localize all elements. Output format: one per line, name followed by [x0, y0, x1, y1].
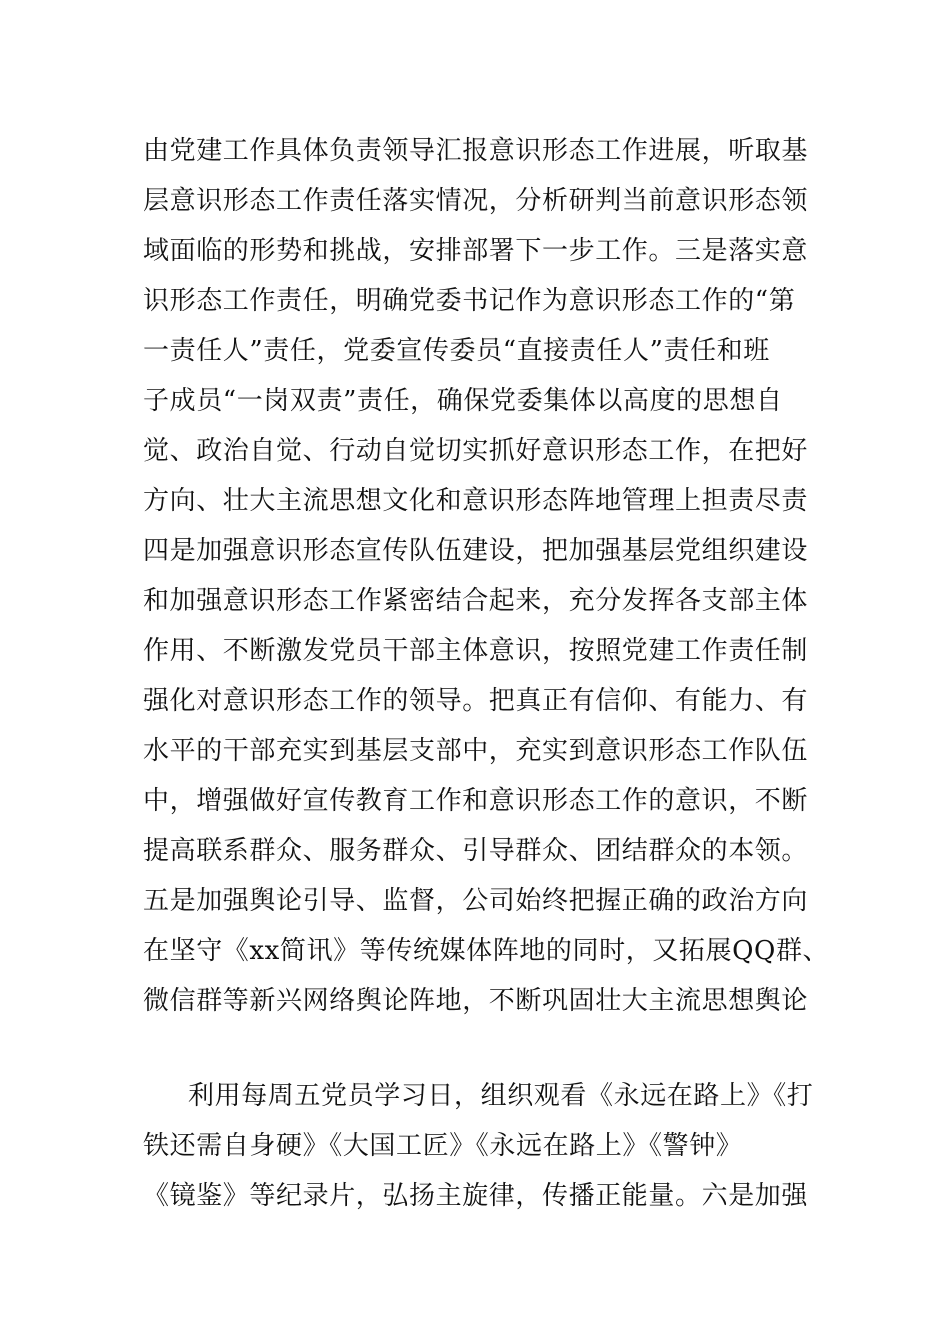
text-line: 域面临的形势和挑战，安排部署下一步工作。三是落实意 — [143, 236, 809, 266]
text-line: 铁还需自身硬》《大国工匠》《永远在路上》《警钟》 — [143, 1131, 743, 1161]
text-line: 觉、政治自觉、行动自觉切实抓好意识形态工作，在把好 — [143, 436, 809, 466]
text-line: 《镜鉴》等纪录片，弘扬主旋律，传播正能量。六是加强 — [143, 1181, 809, 1211]
text-line: 和加强意识形态工作紧密结合起来，充分发挥各支部主体 — [143, 586, 809, 616]
text-line: 微信群等新兴网络舆论阵地，不断巩固壮大主流思想舆论 — [143, 986, 809, 1016]
text-line: 由党建工作具体负责领导汇报意识形态工作进展，听取基 — [143, 136, 809, 166]
text-line: 作用、不断激发党员干部主体意识，按照党建工作责任制 — [143, 636, 809, 666]
text-line: 水平的干部充实到基层支部中，充实到意识形态工作队伍 — [143, 736, 809, 766]
text-line: 方向、壮大主流思想文化和意识形态阵地管理上担责尽责 — [143, 486, 809, 516]
text-line: 四是加强意识形态宣传队伍建设，把加强基层党组织建设 — [143, 536, 809, 566]
text-line: 提高联系群众、服务群众、引导群众、团结群众的本领。 — [143, 836, 809, 866]
text-line: 识形态工作责任，明确党委书记作为意识形态工作的“第 — [143, 286, 796, 316]
text-line: 强化对意识形态工作的领导。把真正有信仰、有能力、有 — [143, 686, 809, 716]
text-line: 一责任人”责任，党委宣传委员“直接责任人”责任和班 — [143, 336, 770, 366]
text-line: 五是加强舆论引导、监督，公司始终把握正确的政治方向 — [143, 886, 809, 916]
text-line: 层意识形态工作责任落实情况，分析研判当前意识形态领 — [143, 186, 809, 216]
text-line: 利用每周五党员学习日，组织观看《永远在路上》《打 — [188, 1081, 814, 1111]
text-line: 在坚守《xx简讯》等传统媒体阵地的同时，又拓展QQ群、 — [143, 936, 830, 966]
text-line: 子成员“一岗双责”责任，确保党委集体以高度的思想自 — [143, 386, 783, 416]
text-line: 中，增强做好宣传教育工作和意识形态工作的意识，不断 — [143, 786, 809, 816]
